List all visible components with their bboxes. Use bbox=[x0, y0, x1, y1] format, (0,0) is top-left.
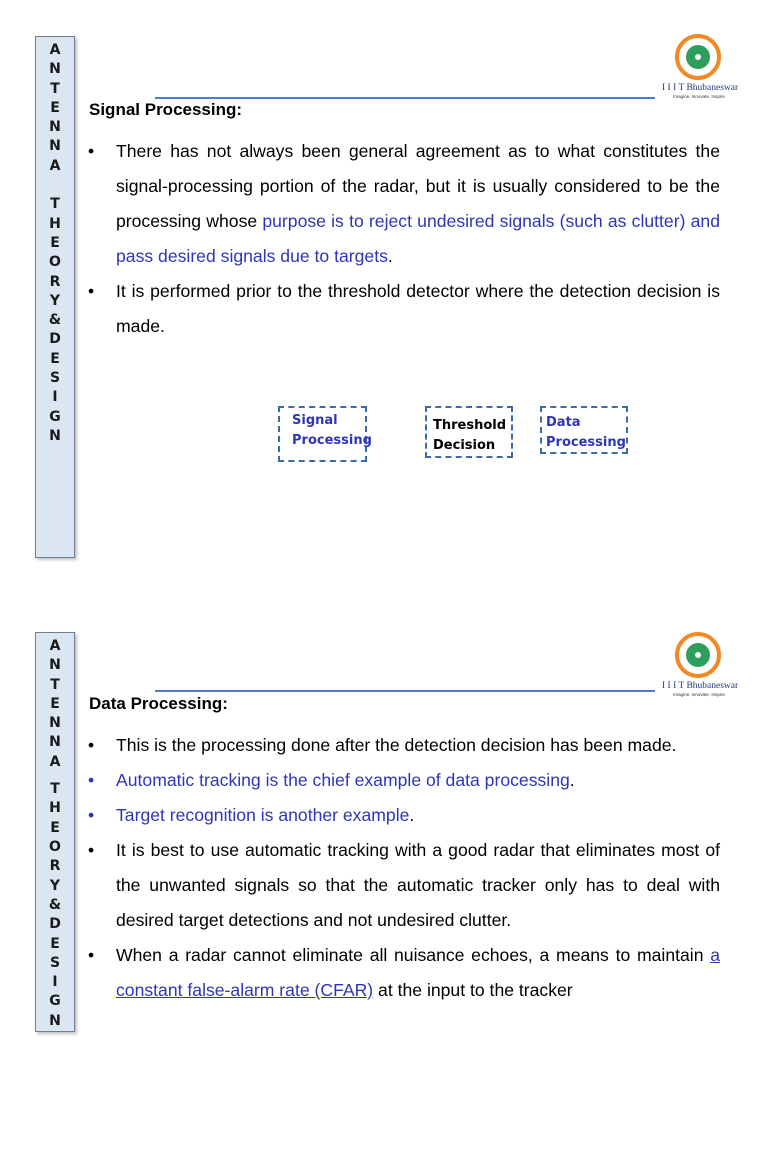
vertical-letter: D bbox=[49, 916, 61, 933]
vertical-letter: O bbox=[49, 839, 61, 856]
bullet-text: This is the processing done after the detection decision has been made. bbox=[116, 735, 677, 755]
vertical-letter: N bbox=[49, 734, 61, 751]
vertical-letter: & bbox=[48, 312, 62, 329]
vertical-letter: N bbox=[49, 138, 61, 155]
list-item bbox=[88, 798, 720, 833]
logo-tagline: Imagine, Innovate, Inspire bbox=[673, 692, 725, 697]
bullet-text: It is performed prior to the threshold detector where the detection decision is made. bbox=[116, 281, 720, 336]
vertical-letter: T bbox=[50, 676, 60, 693]
vertical-letter: O bbox=[49, 254, 61, 271]
bullet-icon: • bbox=[88, 805, 95, 825]
bullet-text-end: . bbox=[409, 805, 415, 825]
vertical-letter: N bbox=[49, 61, 61, 78]
logo-tagline: Imagine, Innovate, Inspire bbox=[673, 94, 725, 99]
vertical-letter: E bbox=[50, 350, 60, 367]
vertical-letter: I bbox=[52, 974, 58, 991]
bullet-text-end: at the input to the tracker bbox=[373, 980, 573, 1000]
bullet-icon: • bbox=[88, 735, 95, 755]
iiit-bhubaneswar-logo bbox=[662, 632, 739, 702]
bullet-text: There has not always been general agreement as to what constitutes the signal-processing portion of the radar, but it is usually considered to be the processing whose bbox=[116, 141, 720, 231]
bullet-highlight: Target recognition is another example bbox=[116, 805, 410, 825]
vertical-letter: E bbox=[50, 99, 60, 116]
vertical-letter: N bbox=[49, 119, 61, 136]
bullet-text-end: . bbox=[387, 246, 393, 266]
vertical-letter: N bbox=[49, 427, 61, 444]
list-item bbox=[88, 134, 720, 274]
slide-heading: Data Processing: bbox=[89, 694, 228, 713]
bullet-highlight: purpose is to reject undesired signals (such as clutter) and pass desired signals due to targets bbox=[116, 211, 720, 266]
vertical-letter: A bbox=[49, 157, 61, 174]
vertical-letter: N bbox=[49, 1012, 61, 1029]
bullet-icon: • bbox=[88, 840, 95, 860]
bullet-text: When a radar cannot eliminate all nuisance echoes, a means to maintain bbox=[116, 945, 711, 965]
vertical-letter: R bbox=[49, 273, 61, 290]
vertical-letter: D bbox=[49, 331, 61, 348]
vertical-letter: E bbox=[50, 234, 60, 251]
vertical-letter: Y bbox=[49, 877, 61, 894]
bullet-list bbox=[88, 134, 720, 344]
vertical-letter: & bbox=[48, 896, 62, 913]
threshold-decision-box bbox=[425, 406, 513, 458]
vertical-letter: T bbox=[50, 80, 60, 97]
bullet-icon: • bbox=[88, 141, 95, 161]
vertical-letter: Y bbox=[49, 292, 61, 309]
bullet-text-end: . bbox=[569, 770, 575, 790]
list-item bbox=[88, 833, 720, 938]
box-line: Processing bbox=[546, 435, 626, 450]
data-processing-box bbox=[540, 406, 628, 454]
vertical-letter: I bbox=[52, 389, 58, 406]
vertical-letter: S bbox=[49, 370, 61, 387]
box-line: Threshold bbox=[433, 418, 507, 433]
box-line: Data bbox=[546, 415, 581, 430]
vertical-letter: H bbox=[49, 800, 61, 817]
vertical-title-bar bbox=[35, 36, 75, 558]
list-item bbox=[88, 728, 720, 763]
vertical-letter: N bbox=[49, 657, 61, 674]
bullet-highlight: Automatic tracking is the chief example of data processing bbox=[116, 770, 570, 790]
vertical-letter: T bbox=[50, 781, 60, 798]
box-line: Processing bbox=[292, 433, 372, 448]
slide-data-processing bbox=[0, 598, 768, 1158]
vertical-letter: R bbox=[49, 858, 61, 875]
vertical-title-bar bbox=[35, 632, 75, 1032]
logo-name: I I I T Bhubaneswar bbox=[662, 681, 739, 691]
vertical-letter: A bbox=[49, 753, 61, 770]
slide-heading: Signal Processing: bbox=[89, 100, 243, 119]
slide-signal-processing bbox=[0, 0, 768, 560]
vertical-letter: E bbox=[50, 819, 60, 836]
logo-emblem-icon bbox=[675, 34, 721, 80]
vertical-letter: E bbox=[50, 695, 60, 712]
signal-processing-box bbox=[278, 406, 372, 462]
vertical-letter: T bbox=[50, 196, 60, 213]
vertical-letter: A bbox=[49, 42, 61, 58]
box-line: Decision bbox=[433, 438, 496, 453]
header-rule bbox=[155, 97, 655, 99]
list-item bbox=[88, 274, 720, 344]
list-item bbox=[88, 938, 720, 1008]
bullet-text: It is best to use automatic tracking with a good radar that eliminates most of the unwanted signals so that the automatic tracker only has to deal with desired target detections and not undesired clutter. bbox=[116, 840, 720, 930]
box-line: Signal bbox=[292, 413, 338, 428]
vertical-letter: G bbox=[49, 993, 61, 1010]
vertical-letter: H bbox=[49, 215, 61, 232]
list-item bbox=[88, 763, 720, 798]
vertical-letter: N bbox=[49, 715, 61, 732]
header-rule bbox=[155, 690, 655, 692]
vertical-letter: E bbox=[50, 935, 60, 952]
bullet-icon: • bbox=[88, 281, 95, 301]
vertical-letter: S bbox=[49, 954, 61, 971]
logo-name: I I I T Bhubaneswar bbox=[662, 83, 739, 93]
logo-emblem-icon bbox=[675, 632, 721, 678]
bullet-icon: • bbox=[88, 945, 95, 965]
bullet-icon: • bbox=[88, 770, 95, 790]
bullet-highlight: a constant false-alarm rate (CFAR) bbox=[116, 945, 720, 1000]
iiit-bhubaneswar-logo bbox=[662, 34, 739, 104]
vertical-letter: A bbox=[49, 638, 61, 654]
bullet-list bbox=[88, 728, 720, 1008]
vertical-letter: G bbox=[49, 408, 61, 425]
